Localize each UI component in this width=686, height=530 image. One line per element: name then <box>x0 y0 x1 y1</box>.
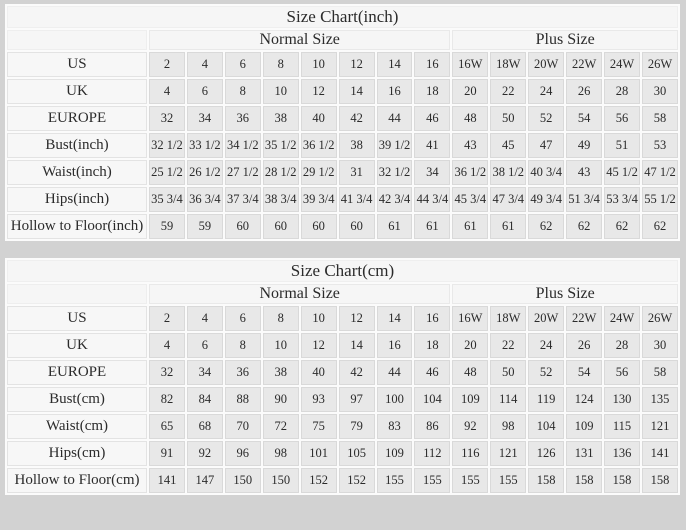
size-cell: 82 <box>149 387 185 412</box>
size-cell: 50 <box>490 106 526 131</box>
size-cell: 16 <box>377 333 413 358</box>
row-label: Hips(inch) <box>7 187 147 212</box>
column-group-row <box>7 284 678 304</box>
size-cell: 40 <box>301 106 337 131</box>
column-group-row <box>7 30 678 50</box>
size-cell: 158 <box>642 468 678 493</box>
size-cell: 4 <box>149 79 185 104</box>
row-label: US <box>7 52 147 77</box>
size-cell: 49 3/4 <box>528 187 564 212</box>
chart-title: Size Chart(cm) <box>7 260 678 282</box>
size-cell: 18W <box>490 52 526 77</box>
size-cell: 41 3/4 <box>339 187 375 212</box>
size-cell: 12 <box>339 306 375 331</box>
table-row <box>7 187 678 212</box>
size-cell: 47 1/2 <box>642 160 678 185</box>
size-cell: 155 <box>490 468 526 493</box>
size-cell: 36 <box>225 360 261 385</box>
row-label: EUROPE <box>7 360 147 385</box>
size-cell: 104 <box>414 387 450 412</box>
size-cell: 83 <box>377 414 413 439</box>
size-cell: 18W <box>490 306 526 331</box>
size-cell: 35 1/2 <box>263 133 299 158</box>
size-cell: 90 <box>263 387 299 412</box>
size-cell: 109 <box>566 414 602 439</box>
size-cell: 56 <box>604 106 640 131</box>
size-cell: 121 <box>490 441 526 466</box>
size-cell: 61 <box>490 214 526 239</box>
size-cell: 42 3/4 <box>377 187 413 212</box>
size-cell: 6 <box>225 52 261 77</box>
row-label: UK <box>7 79 147 104</box>
table-row <box>7 306 678 331</box>
size-cell: 12 <box>301 333 337 358</box>
table-row <box>7 333 678 358</box>
row-label: Hollow to Floor(inch) <box>7 214 147 239</box>
size-cell: 35 3/4 <box>149 187 185 212</box>
size-cell: 36 1/2 <box>452 160 488 185</box>
size-cell: 34 1/2 <box>225 133 261 158</box>
size-cell: 16 <box>414 306 450 331</box>
size-cell: 61 <box>452 214 488 239</box>
size-cell: 45 <box>490 133 526 158</box>
size-cell: 52 <box>528 360 564 385</box>
table-row <box>7 106 678 131</box>
size-cell: 38 <box>263 106 299 131</box>
size-cell: 42 <box>339 106 375 131</box>
size-cell: 51 3/4 <box>566 187 602 212</box>
size-cell: 84 <box>187 387 223 412</box>
size-cell: 59 <box>187 214 223 239</box>
size-cell: 47 <box>528 133 564 158</box>
size-cell: 119 <box>528 387 564 412</box>
size-cell: 39 3/4 <box>301 187 337 212</box>
size-cell: 130 <box>604 387 640 412</box>
size-cell: 8 <box>263 306 299 331</box>
size-cell: 114 <box>490 387 526 412</box>
size-cell: 26W <box>642 306 678 331</box>
size-cell: 44 3/4 <box>414 187 450 212</box>
row-label: Bust(inch) <box>7 133 147 158</box>
size-cell: 62 <box>566 214 602 239</box>
table-row <box>7 79 678 104</box>
size-cell: 86 <box>414 414 450 439</box>
size-cell: 22W <box>566 306 602 331</box>
size-cell: 14 <box>339 333 375 358</box>
size-cell: 32 1/2 <box>149 133 185 158</box>
size-cell: 20W <box>528 52 564 77</box>
size-cell: 92 <box>187 441 223 466</box>
size-cell: 12 <box>339 52 375 77</box>
size-cell: 61 <box>377 214 413 239</box>
size-cell: 158 <box>528 468 564 493</box>
size-cell: 30 <box>642 333 678 358</box>
table-row <box>7 360 678 385</box>
size-cell: 136 <box>604 441 640 466</box>
row-label: Waist(inch) <box>7 160 147 185</box>
size-cell: 54 <box>566 360 602 385</box>
size-cell: 24W <box>604 306 640 331</box>
size-cell: 60 <box>339 214 375 239</box>
size-cell: 158 <box>604 468 640 493</box>
size-cell: 46 <box>414 360 450 385</box>
table-row <box>7 52 678 77</box>
size-cell: 24 <box>528 333 564 358</box>
size-cell: 131 <box>566 441 602 466</box>
size-cell: 75 <box>301 414 337 439</box>
size-cell: 24 <box>528 79 564 104</box>
size-cell: 59 <box>149 214 185 239</box>
size-cell: 48 <box>452 360 488 385</box>
size-cell: 88 <box>225 387 261 412</box>
table-row <box>7 133 678 158</box>
size-cell: 20 <box>452 333 488 358</box>
size-cell: 105 <box>339 441 375 466</box>
size-cell: 65 <box>149 414 185 439</box>
size-cell: 32 <box>149 360 185 385</box>
size-chart-cm-table <box>5 258 680 495</box>
size-cell: 150 <box>225 468 261 493</box>
size-cell: 26 1/2 <box>187 160 223 185</box>
size-cell: 158 <box>566 468 602 493</box>
size-cell: 72 <box>263 414 299 439</box>
size-cell: 92 <box>452 414 488 439</box>
size-cell: 10 <box>301 52 337 77</box>
size-cell: 50 <box>490 360 526 385</box>
size-cell: 40 3/4 <box>528 160 564 185</box>
chart-title-row <box>7 260 678 282</box>
size-cell: 141 <box>149 468 185 493</box>
chart-title-row <box>7 6 678 28</box>
size-cell: 155 <box>452 468 488 493</box>
size-cell: 30 <box>642 79 678 104</box>
table-row <box>7 441 678 466</box>
size-cell: 124 <box>566 387 602 412</box>
size-cell: 53 3/4 <box>604 187 640 212</box>
size-cell: 24W <box>604 52 640 77</box>
size-cell: 27 1/2 <box>225 160 261 185</box>
size-cell: 36 1/2 <box>301 133 337 158</box>
size-cell: 112 <box>414 441 450 466</box>
size-cell: 47 3/4 <box>490 187 526 212</box>
size-cell: 16W <box>452 306 488 331</box>
size-cell: 44 <box>377 360 413 385</box>
size-cell: 26 <box>566 333 602 358</box>
size-cell: 52 <box>528 106 564 131</box>
size-cell: 8 <box>225 333 261 358</box>
size-cell: 152 <box>339 468 375 493</box>
column-group-header: Normal Size <box>149 30 450 50</box>
size-cell: 22 <box>490 79 526 104</box>
size-cell: 49 <box>566 133 602 158</box>
size-cell: 141 <box>642 441 678 466</box>
size-cell: 91 <box>149 441 185 466</box>
row-label: Hips(cm) <box>7 441 147 466</box>
size-cell: 42 <box>339 360 375 385</box>
size-cell: 109 <box>452 387 488 412</box>
size-cell: 44 <box>377 106 413 131</box>
chart-title: Size Chart(inch) <box>7 6 678 28</box>
size-cell: 4 <box>149 333 185 358</box>
size-cell: 34 <box>187 106 223 131</box>
size-cell: 115 <box>604 414 640 439</box>
size-cell: 10 <box>263 79 299 104</box>
column-group-header: Plus Size <box>452 284 678 304</box>
size-cell: 38 <box>339 133 375 158</box>
size-cell: 68 <box>187 414 223 439</box>
size-cell: 60 <box>263 214 299 239</box>
size-cell: 39 1/2 <box>377 133 413 158</box>
size-cell: 62 <box>528 214 564 239</box>
size-cell: 6 <box>187 79 223 104</box>
size-cell: 79 <box>339 414 375 439</box>
corner-cell <box>7 30 147 50</box>
size-cell: 22W <box>566 52 602 77</box>
row-label: US <box>7 306 147 331</box>
size-cell: 36 3/4 <box>187 187 223 212</box>
size-cell: 109 <box>377 441 413 466</box>
table-row <box>7 414 678 439</box>
size-cell: 45 1/2 <box>604 160 640 185</box>
size-cell: 60 <box>225 214 261 239</box>
size-cell: 18 <box>414 333 450 358</box>
table-row <box>7 214 678 239</box>
size-cell: 58 <box>642 360 678 385</box>
table-row <box>7 160 678 185</box>
size-cell: 41 <box>414 133 450 158</box>
size-cell: 116 <box>452 441 488 466</box>
size-cell: 22 <box>490 333 526 358</box>
size-cell: 25 1/2 <box>149 160 185 185</box>
size-chart-inch-table <box>5 4 680 241</box>
table-row <box>7 468 678 493</box>
row-label: Bust(cm) <box>7 387 147 412</box>
size-cell: 34 <box>187 360 223 385</box>
size-cell: 56 <box>604 360 640 385</box>
size-cell: 45 3/4 <box>452 187 488 212</box>
size-cell: 135 <box>642 387 678 412</box>
size-cell: 152 <box>301 468 337 493</box>
size-cell: 33 1/2 <box>187 133 223 158</box>
table-row <box>7 387 678 412</box>
size-cell: 6 <box>225 306 261 331</box>
size-cell: 20 <box>452 79 488 104</box>
size-cell: 31 <box>339 160 375 185</box>
size-cell: 28 1/2 <box>263 160 299 185</box>
row-label: Waist(cm) <box>7 414 147 439</box>
size-cell: 14 <box>377 306 413 331</box>
size-cell: 4 <box>187 306 223 331</box>
size-cell: 97 <box>339 387 375 412</box>
size-cell: 16 <box>414 52 450 77</box>
size-cell: 46 <box>414 106 450 131</box>
size-cell: 93 <box>301 387 337 412</box>
size-cell: 48 <box>452 106 488 131</box>
size-cell: 54 <box>566 106 602 131</box>
size-cell: 32 <box>149 106 185 131</box>
size-cell: 150 <box>263 468 299 493</box>
corner-cell <box>7 284 147 304</box>
size-cell: 36 <box>225 106 261 131</box>
size-cell: 147 <box>187 468 223 493</box>
size-cell: 43 <box>452 133 488 158</box>
size-cell: 43 <box>566 160 602 185</box>
size-cell: 60 <box>301 214 337 239</box>
size-cell: 58 <box>642 106 678 131</box>
size-cell: 61 <box>414 214 450 239</box>
size-cell: 2 <box>149 306 185 331</box>
size-cell: 62 <box>604 214 640 239</box>
size-cell: 12 <box>301 79 337 104</box>
size-cell: 155 <box>377 468 413 493</box>
size-cell: 20W <box>528 306 564 331</box>
size-cell: 96 <box>225 441 261 466</box>
size-cell: 55 1/2 <box>642 187 678 212</box>
size-cell: 38 1/2 <box>490 160 526 185</box>
size-cell: 38 <box>263 360 299 385</box>
size-cell: 28 <box>604 333 640 358</box>
size-cell: 126 <box>528 441 564 466</box>
size-cell: 4 <box>187 52 223 77</box>
size-cell: 32 1/2 <box>377 160 413 185</box>
row-label: UK <box>7 333 147 358</box>
size-cell: 34 <box>414 160 450 185</box>
size-cell: 70 <box>225 414 261 439</box>
size-cell: 104 <box>528 414 564 439</box>
size-cell: 14 <box>339 79 375 104</box>
size-cell: 16W <box>452 52 488 77</box>
size-cell: 2 <box>149 52 185 77</box>
size-cell: 53 <box>642 133 678 158</box>
size-cell: 16 <box>377 79 413 104</box>
size-cell: 121 <box>642 414 678 439</box>
size-cell: 10 <box>301 306 337 331</box>
size-cell: 37 3/4 <box>225 187 261 212</box>
size-cell: 38 3/4 <box>263 187 299 212</box>
size-cell: 29 1/2 <box>301 160 337 185</box>
size-cell: 98 <box>263 441 299 466</box>
row-label: EUROPE <box>7 106 147 131</box>
size-cell: 26W <box>642 52 678 77</box>
size-cell: 51 <box>604 133 640 158</box>
size-cell: 62 <box>642 214 678 239</box>
size-cell: 28 <box>604 79 640 104</box>
size-cell: 26 <box>566 79 602 104</box>
row-label: Hollow to Floor(cm) <box>7 468 147 493</box>
size-cell: 100 <box>377 387 413 412</box>
size-cell: 8 <box>263 52 299 77</box>
column-group-header: Normal Size <box>149 284 450 304</box>
size-cell: 155 <box>414 468 450 493</box>
size-cell: 8 <box>225 79 261 104</box>
size-cell: 18 <box>414 79 450 104</box>
size-cell: 6 <box>187 333 223 358</box>
size-cell: 101 <box>301 441 337 466</box>
size-cell: 98 <box>490 414 526 439</box>
size-cell: 10 <box>263 333 299 358</box>
size-cell: 40 <box>301 360 337 385</box>
size-cell: 14 <box>377 52 413 77</box>
column-group-header: Plus Size <box>452 30 678 50</box>
